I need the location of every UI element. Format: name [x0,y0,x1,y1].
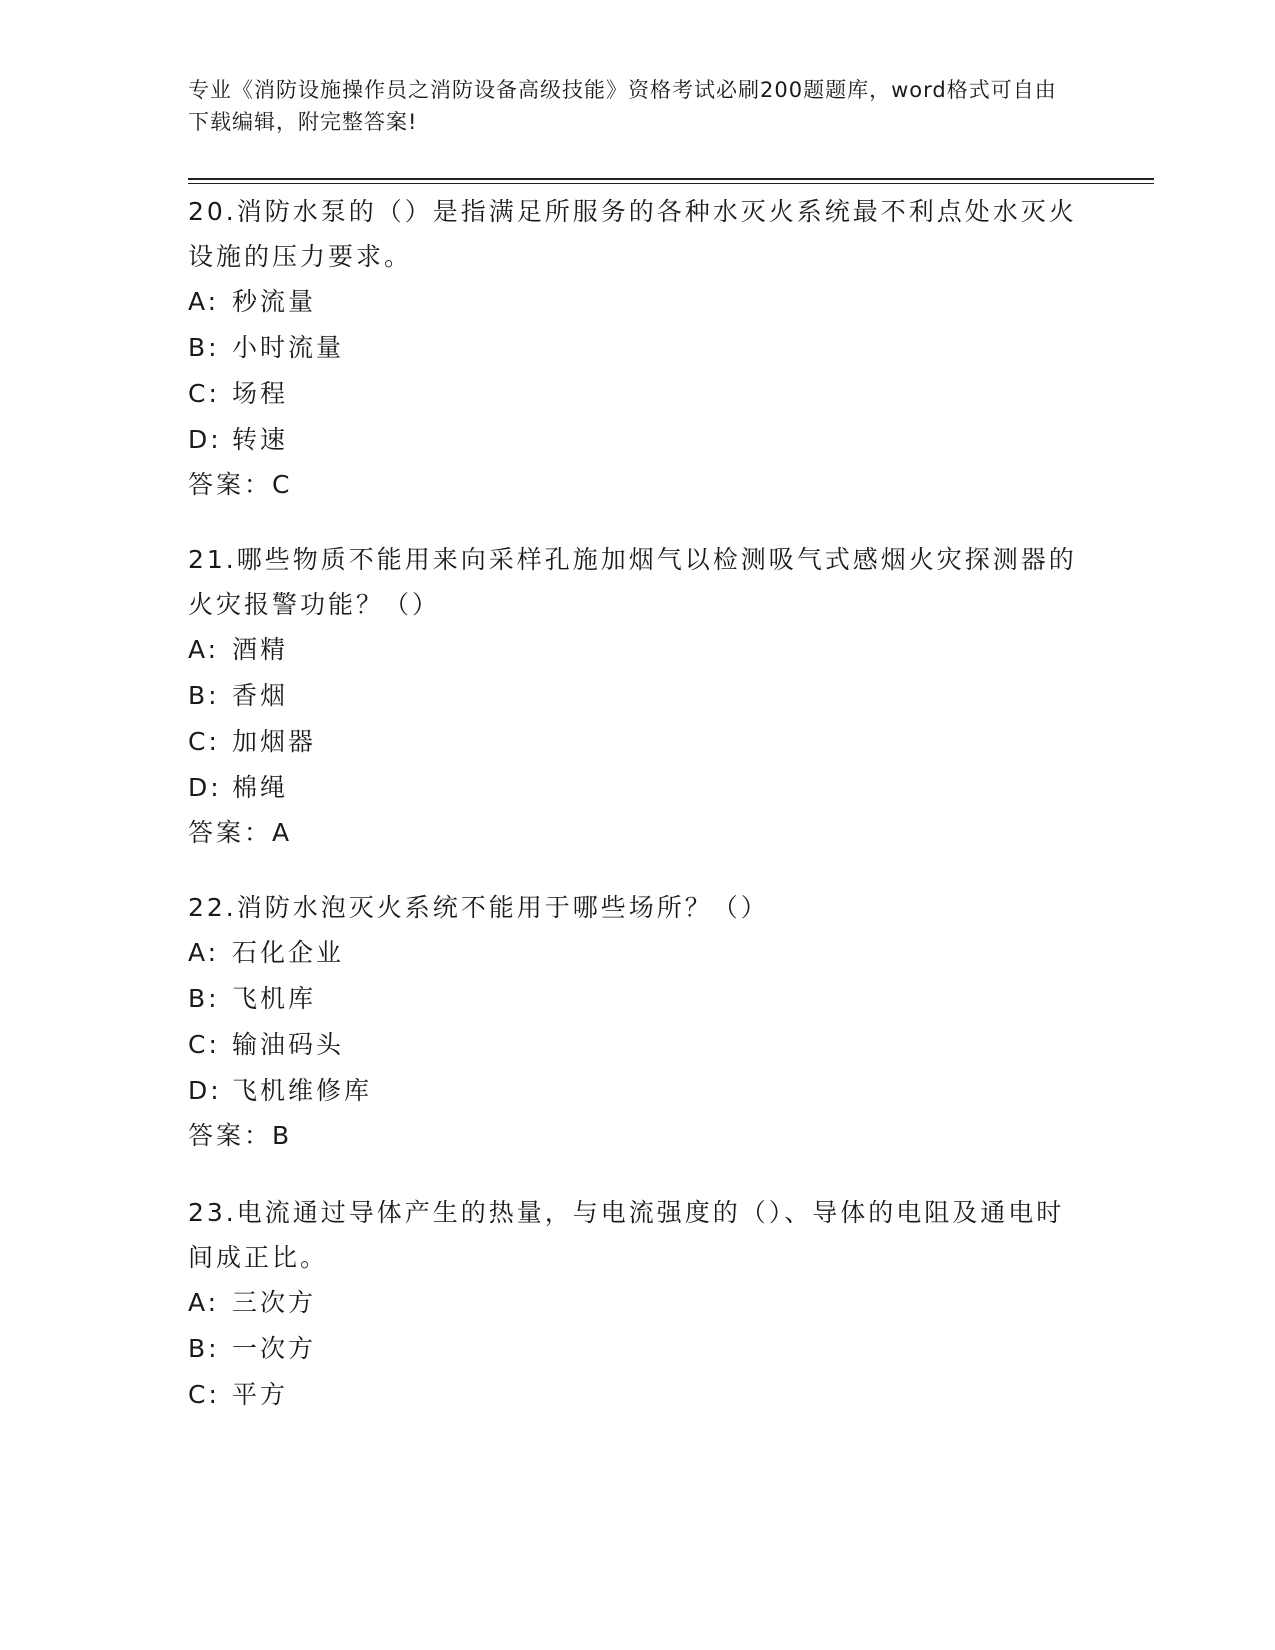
option-letter: A: [188,1288,220,1317]
option-text: 一次方 [232,1334,317,1363]
option-b [188,1326,1078,1372]
answer-line [188,1114,1078,1158]
option-letter: B: [188,984,220,1013]
option-text: 酒精 [232,635,289,664]
option-d [188,1068,1078,1114]
question-20 [188,189,1078,507]
option-text: 飞机库 [232,984,317,1013]
option-text: 香烟 [232,681,289,710]
question-stem: 21.哪些物质不能用来向采样孔施加烟气以检测吸气式感烟火灾探测器的火灾报警功能？（） [188,545,1077,619]
header-intro-text: 专业《消防设施操作员之消防设备高级技能》资格考试必刷200题题库，word格式可自由下载编辑，附完整答案! [188,78,1057,134]
option-text: 平方 [232,1380,289,1409]
option-a [188,279,1078,325]
option-letter: C: [188,1030,220,1059]
answer-line [188,463,1078,507]
option-b [188,673,1078,719]
answer-label: 答案： [188,470,273,499]
option-b [188,976,1078,1022]
answer-value: B [272,1121,293,1150]
option-c [188,371,1078,417]
option-letter: B: [188,333,220,362]
option-d [188,765,1078,811]
answer-label: 答案： [188,1121,273,1150]
answer-value: C [272,470,293,499]
option-letter: C: [188,1380,220,1409]
option-letter: D: [188,1076,222,1105]
option-letter: C: [188,727,220,756]
option-letter: B: [188,681,220,710]
option-c [188,1372,1078,1418]
option-letter: A: [188,635,220,664]
option-letter: D: [188,425,222,454]
question-22 [188,885,1078,1158]
document-header [188,74,1068,138]
option-text: 石化企业 [232,938,345,967]
option-text: 小时流量 [232,333,345,362]
option-letter: C: [188,379,220,408]
option-letter: A: [188,938,220,967]
option-c [188,1022,1078,1068]
option-letter: B: [188,1334,220,1363]
question-21 [188,537,1078,855]
option-text: 棉绳 [232,773,289,802]
option-text: 转速 [232,425,289,454]
question-stem: 23.电流通过导体产生的热量，与电流强度的（）、导体的电阻及通电时间成正比。 [188,1198,1065,1272]
question-stem: 20.消防水泵的（）是指满足所服务的各种水灭火系统最不利点处水灭火设施的压力要求。 [188,197,1077,271]
option-b [188,325,1078,371]
option-text: 三次方 [232,1288,317,1317]
header-divider-thin [188,183,1154,184]
option-a [188,1280,1078,1326]
option-d [188,417,1078,463]
option-letter: D: [188,773,222,802]
answer-label: 答案： [188,818,273,847]
header-divider-thick [188,178,1154,180]
option-text: 输油码头 [232,1030,345,1059]
option-letter: A: [188,287,220,316]
option-a [188,627,1078,673]
option-a [188,930,1078,976]
option-text: 加烟器 [232,727,317,756]
answer-line [188,811,1078,855]
option-text: 秒流量 [232,287,317,316]
option-text: 场程 [232,379,289,408]
question-23 [188,1190,1078,1418]
option-text: 飞机维修库 [232,1076,373,1105]
option-c [188,719,1078,765]
answer-value: A [272,818,293,847]
question-stem: 22.消防水泡灭火系统不能用于哪些场所？（） [188,893,769,922]
